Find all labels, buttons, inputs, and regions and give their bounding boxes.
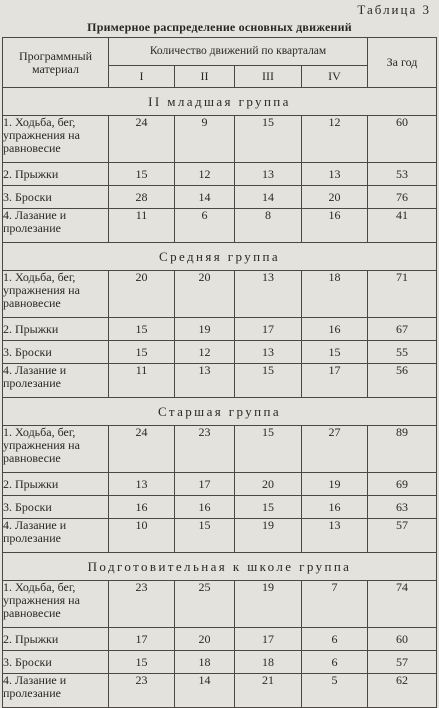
quarter-value-cell: 6 <box>302 628 368 651</box>
quarter-value-cell: 13 <box>235 341 302 364</box>
quarter-value-cell: 13 <box>302 163 368 186</box>
movement-label: 1. Ходьба, бег, упражнения на равновесие <box>3 116 109 163</box>
movement-label: 1. Ходьба, бег, упражнения на равновесие <box>3 426 109 473</box>
quarter-value-cell: 8 <box>235 209 302 243</box>
quarter-value-cell: 23 <box>175 426 235 473</box>
year-total-cell: 69 <box>368 473 437 496</box>
quarter-value-cell: 14 <box>175 674 235 708</box>
movement-label: 4. Лазание и пролезание <box>3 674 109 708</box>
quarter-value-cell: 9 <box>175 116 235 163</box>
quarter-value-cell: 15 <box>175 519 235 553</box>
quarter-value-cell: 20 <box>302 186 368 209</box>
quarter-value-cell: 19 <box>235 519 302 553</box>
quarter-value-cell: 20 <box>109 271 175 318</box>
movement-label: 2. Прыжки <box>3 628 109 651</box>
quarter-value-cell: 12 <box>302 116 368 163</box>
quarter-value-cell: 17 <box>175 473 235 496</box>
quarter-value-cell: 25 <box>175 581 235 628</box>
quarter-value-cell: 15 <box>235 116 302 163</box>
quarter-value-cell: 16 <box>302 318 368 341</box>
quarter-value-cell: 21 <box>235 674 302 708</box>
quarter-value-cell: 15 <box>302 341 368 364</box>
year-total-cell: 63 <box>368 496 437 519</box>
year-total-cell: 89 <box>368 426 437 473</box>
header-row <box>3 38 437 66</box>
table-row <box>3 271 437 318</box>
quarter-value-cell: 11 <box>109 209 175 243</box>
quarter-value-cell: 7 <box>302 581 368 628</box>
table-row <box>3 651 437 674</box>
quarter-value-cell: 18 <box>302 271 368 318</box>
movement-label: 1. Ходьба, бег, упражнения на равновесие <box>3 581 109 628</box>
quarter-value-cell: 17 <box>109 628 175 651</box>
movement-label: 3. Броски <box>3 651 109 674</box>
quarter-value-cell: 19 <box>235 581 302 628</box>
quarter-value-cell: 6 <box>175 209 235 243</box>
quarter-value-cell: 13 <box>109 473 175 496</box>
quarter-value-cell: 12 <box>175 163 235 186</box>
movement-label: 2. Прыжки <box>3 163 109 186</box>
quarter-value-cell: 16 <box>302 496 368 519</box>
movement-label: 4. Лазание и пролезание <box>3 364 109 398</box>
movement-label: 3. Броски <box>3 496 109 519</box>
table-row <box>3 186 437 209</box>
year-total-cell: 56 <box>368 364 437 398</box>
quarter-value-cell: 16 <box>302 209 368 243</box>
year-total-cell: 76 <box>368 186 437 209</box>
quarter-value-cell: 13 <box>175 364 235 398</box>
quarter-value-cell: 28 <box>109 186 175 209</box>
group-title-row <box>3 553 437 581</box>
quarter-value-cell: 15 <box>235 364 302 398</box>
quarter-value-cell: 23 <box>109 674 175 708</box>
quarter-value-cell: 27 <box>302 426 368 473</box>
group-title: Средняя группа <box>3 243 437 271</box>
movement-label: 1. Ходьба, бег, упражнения на равновесие <box>3 271 109 318</box>
header-quarter: I <box>109 66 175 88</box>
quarter-value-cell: 24 <box>109 426 175 473</box>
quarter-value-cell: 14 <box>235 186 302 209</box>
quarter-value-cell: 15 <box>235 426 302 473</box>
quarter-value-cell: 24 <box>109 116 175 163</box>
quarter-value-cell: 15 <box>109 163 175 186</box>
group-title: Старшая группа <box>3 398 437 426</box>
group-title-row <box>3 398 437 426</box>
table-number: Таблица 3 <box>357 2 431 17</box>
table-row <box>3 318 437 341</box>
quarter-value-cell: 20 <box>235 473 302 496</box>
year-total-cell: 55 <box>368 341 437 364</box>
distribution-table <box>2 37 437 708</box>
year-total-cell: 41 <box>368 209 437 243</box>
quarter-value-cell: 20 <box>175 271 235 318</box>
quarter-value-cell: 23 <box>109 581 175 628</box>
table-row <box>3 341 437 364</box>
quarter-value-cell: 15 <box>235 496 302 519</box>
quarter-value-cell: 14 <box>175 186 235 209</box>
quarter-value-cell: 19 <box>175 318 235 341</box>
year-total-cell: 60 <box>368 628 437 651</box>
quarter-value-cell: 15 <box>109 341 175 364</box>
year-total-cell: 67 <box>368 318 437 341</box>
table-row <box>3 581 437 628</box>
table-row <box>3 364 437 398</box>
table-row <box>3 496 437 519</box>
quarter-value-cell: 13 <box>302 519 368 553</box>
quarter-value-cell: 18 <box>175 651 235 674</box>
header-quarter: IV <box>302 66 368 88</box>
movement-label: 4. Лазание и пролезание <box>3 519 109 553</box>
quarter-value-cell: 17 <box>235 318 302 341</box>
movement-label: 3. Броски <box>3 341 109 364</box>
header-quarter: III <box>235 66 302 88</box>
quarter-value-cell: 12 <box>175 341 235 364</box>
header-year: За год <box>368 38 437 88</box>
quarter-value-cell: 17 <box>302 364 368 398</box>
quarter-value-cell: 11 <box>109 364 175 398</box>
group-title-row <box>3 88 437 116</box>
year-total-cell: 57 <box>368 651 437 674</box>
quarter-value-cell: 18 <box>235 651 302 674</box>
quarter-value-cell: 13 <box>235 271 302 318</box>
table-row <box>3 116 437 163</box>
table-row <box>3 426 437 473</box>
group-title-row <box>3 243 437 271</box>
table-row <box>3 473 437 496</box>
table-row <box>3 163 437 186</box>
year-total-cell: 57 <box>368 519 437 553</box>
header-quantity: Количество движений по кварталам <box>109 38 368 66</box>
table-body <box>3 88 437 708</box>
quarter-value-cell: 19 <box>302 473 368 496</box>
movement-label: 3. Броски <box>3 186 109 209</box>
table-row <box>3 209 437 243</box>
movement-label: 2. Прыжки <box>3 318 109 341</box>
quarter-value-cell: 15 <box>109 318 175 341</box>
table-caption: Примерное распределение основных движений <box>87 20 352 34</box>
year-total-cell: 53 <box>368 163 437 186</box>
table-row <box>3 519 437 553</box>
quarter-value-cell: 15 <box>109 651 175 674</box>
header-quarter: II <box>175 66 235 88</box>
movement-label: 4. Лазание и пролезание <box>3 209 109 243</box>
movement-label: 2. Прыжки <box>3 473 109 496</box>
quarter-value-cell: 5 <box>302 674 368 708</box>
quarter-value-cell: 20 <box>175 628 235 651</box>
group-title: Подготовительная к школе группа <box>3 553 437 581</box>
table-row <box>3 628 437 651</box>
year-total-cell: 62 <box>368 674 437 708</box>
quarter-value-cell: 10 <box>109 519 175 553</box>
year-total-cell: 71 <box>368 271 437 318</box>
quarter-value-cell: 16 <box>175 496 235 519</box>
quarter-value-cell: 16 <box>109 496 175 519</box>
year-total-cell: 74 <box>368 581 437 628</box>
group-title: II младшая группа <box>3 88 437 116</box>
header-program: Программный материал <box>3 38 109 88</box>
quarter-value-cell: 6 <box>302 651 368 674</box>
table-row <box>3 674 437 708</box>
year-total-cell: 60 <box>368 116 437 163</box>
quarter-value-cell: 13 <box>235 163 302 186</box>
quarter-value-cell: 17 <box>235 628 302 651</box>
